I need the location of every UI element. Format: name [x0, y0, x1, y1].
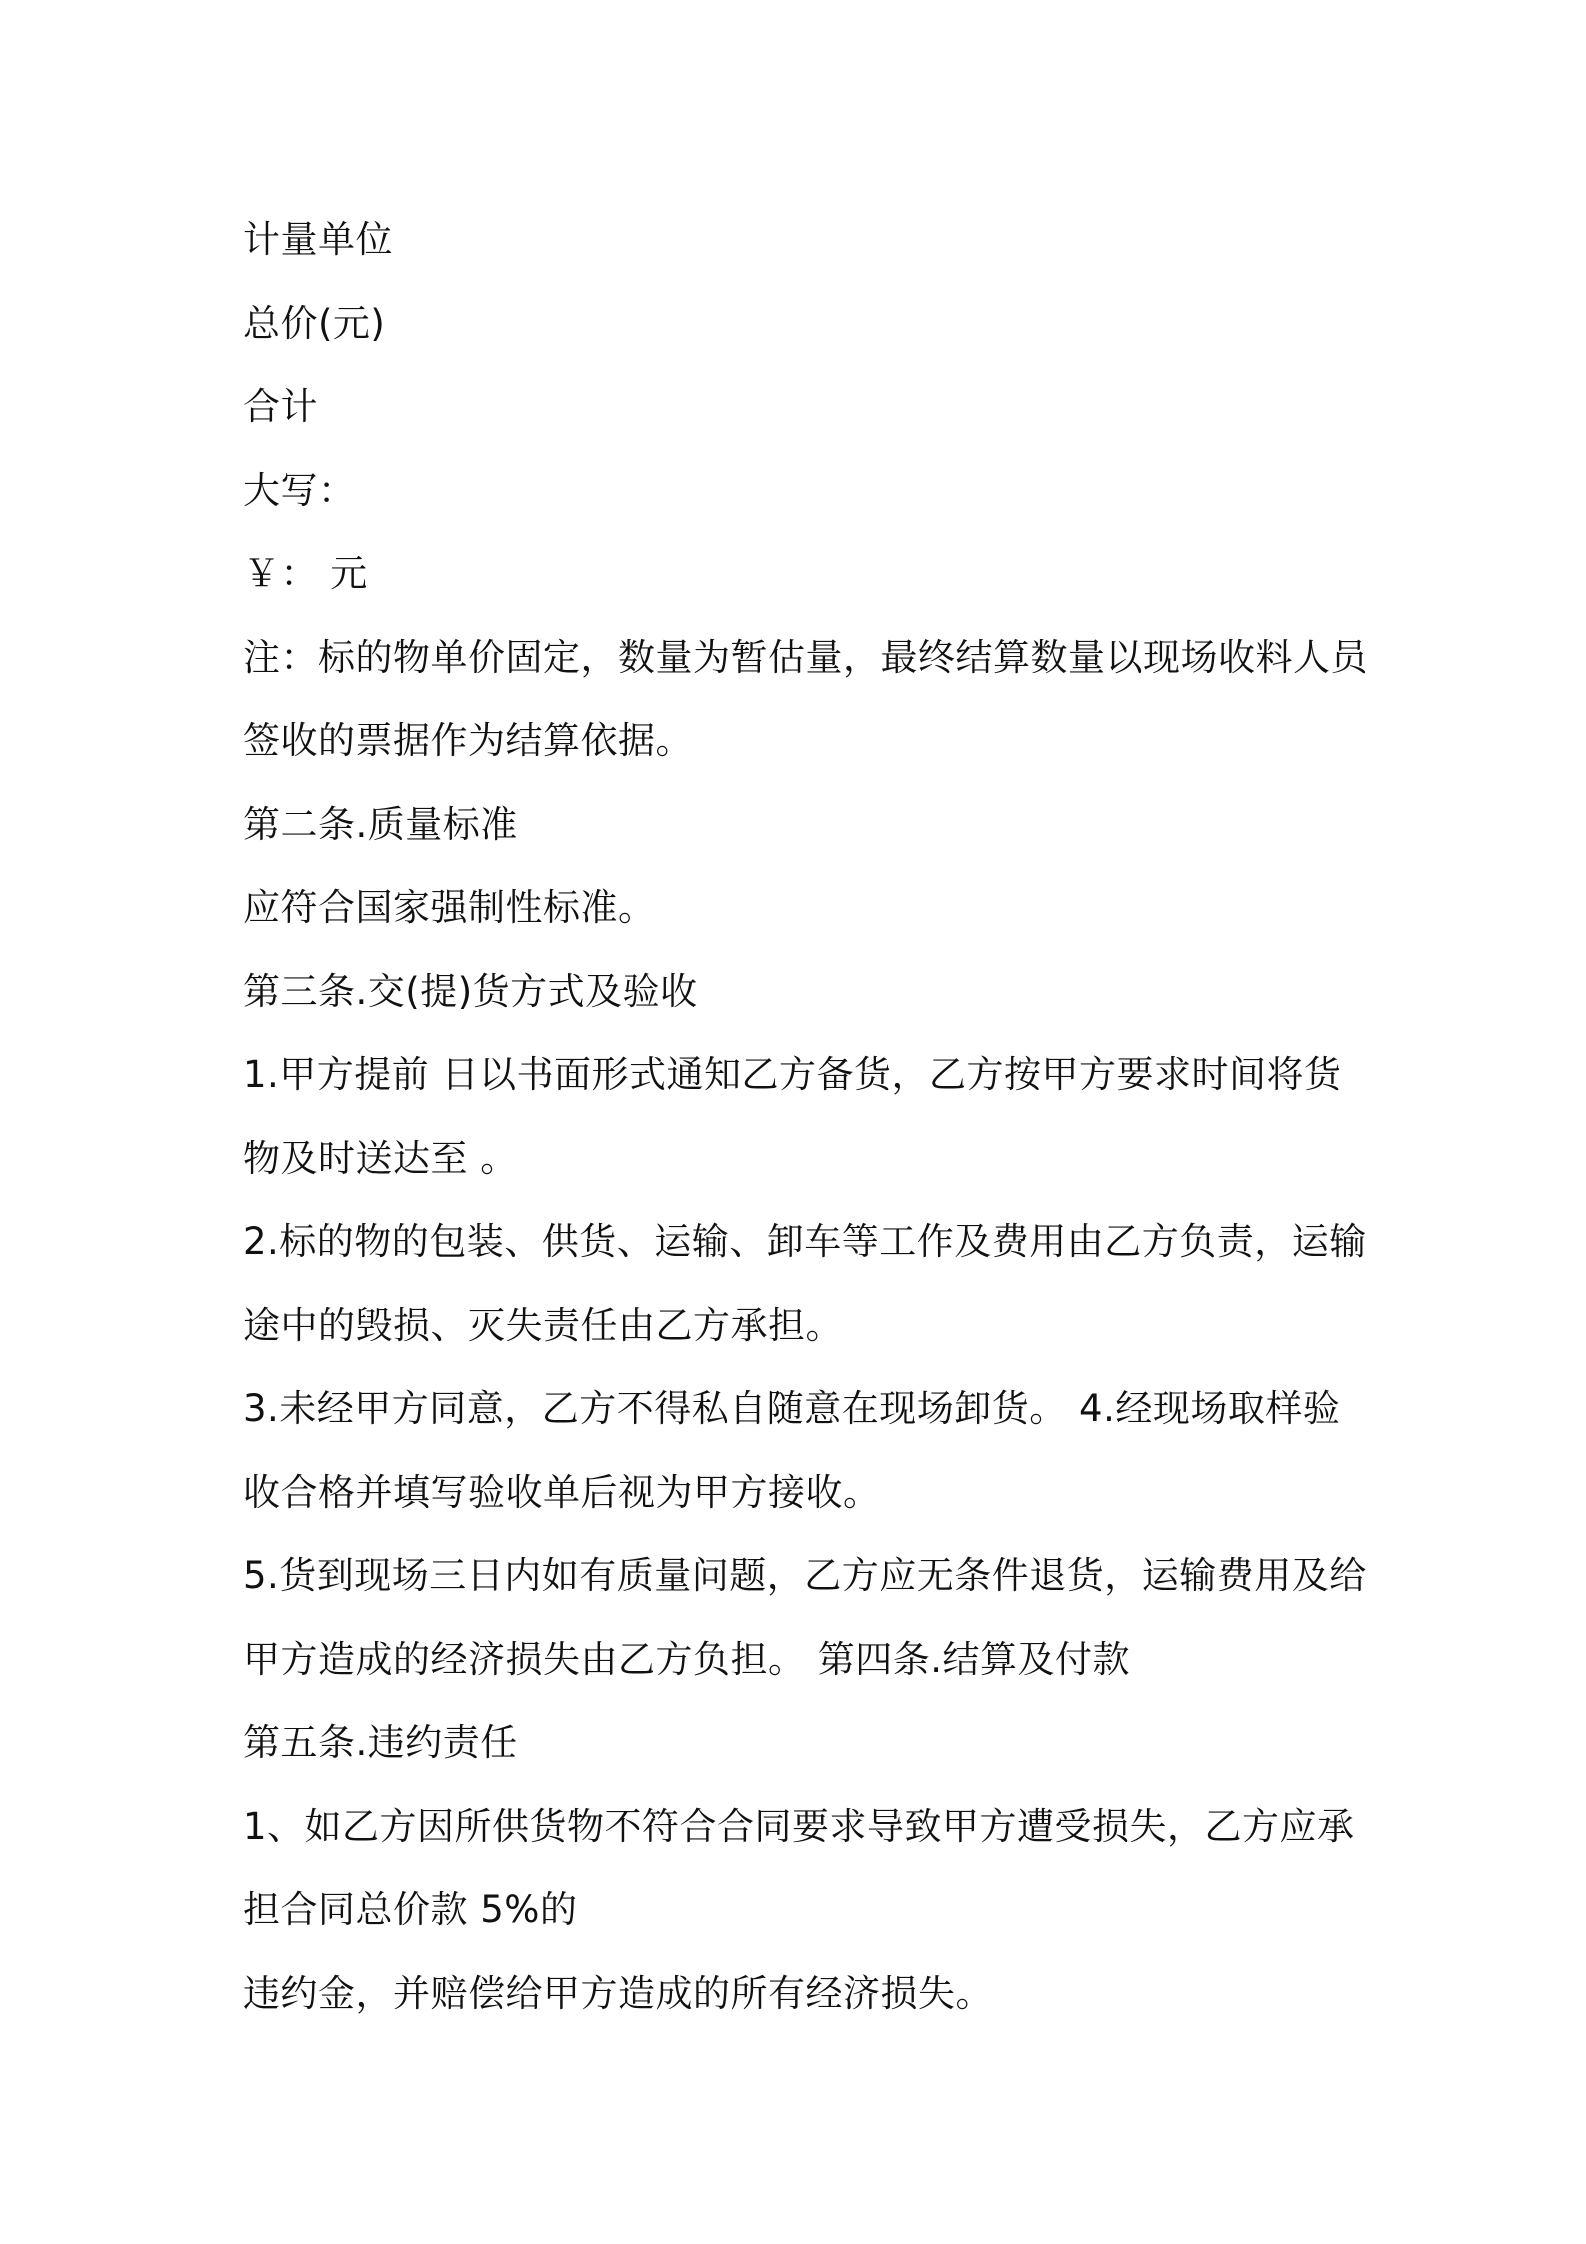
text-line-liability-1-end: 违约金，并赔偿给甲方造成的所有经济损失。 — [243, 1971, 993, 2015]
text-line-delivery-3-4: 3.未经甲方同意，乙方不得私自随意在现场卸货。 4.经现场取样验 — [243, 1387, 1341, 1430]
text-line-delivery-2-continued: 途中的毁损、灭失责任由乙方承担。 — [243, 1303, 843, 1347]
text-line-delivery-5: 5.货到现场三日内如有质量问题，乙方应无条件退货，运输费用及给 — [243, 1554, 1367, 1597]
text-line-delivery-5-continued: 甲方造成的经济损失由乙方负担。 第四条.结算及付款 — [243, 1637, 1131, 1681]
text-line-note: 注：标的物单价固定，数量为暂估量，最终结算数量以现场收料人员 — [243, 635, 1368, 679]
section-heading-quality: 第二条.质量标准 — [243, 802, 518, 846]
section-heading-liability: 第五条.违约责任 — [243, 1721, 518, 1764]
text-line-liability-1-continued: 担合同总价款 5%的 — [243, 1888, 578, 1931]
document-body — [243, 198, 1368, 2035]
text-line-amount-in-words: 大写： — [243, 468, 356, 512]
text-line-delivery-1: 1.甲方提前 日以书面形式通知乙方备货，乙方按甲方要求时间将货 — [243, 1053, 1342, 1096]
text-line-total-price: 总价(元) — [243, 301, 386, 345]
text-line-note-continued: 签收的票据作为结算依据。 — [243, 719, 693, 762]
text-line-liability-1: 1、如乙方因所供货物不符合合同要求导致甲方遭受损失，乙方应承 — [243, 1804, 1355, 1848]
text-line-delivery-2: 2.标的物的包装、供货、运输、卸车等工作及费用由乙方负责，运输 — [243, 1220, 1367, 1263]
text-line-total: 合计 — [243, 385, 318, 428]
text-line-delivery-4-continued: 收合格并填写验收单后视为甲方接收。 — [243, 1470, 881, 1514]
text-line-measure-unit: 计量单位 — [243, 218, 393, 261]
text-line-delivery-1-continued: 物及时送达至 。 — [243, 1136, 518, 1180]
text-line-quality-standard: 应符合国家强制性标准。 — [243, 886, 656, 929]
text-line-amount-in-figures: ￥： 元 — [243, 552, 368, 595]
section-heading-delivery: 第三条.交(提)货方式及验收 — [243, 969, 698, 1013]
